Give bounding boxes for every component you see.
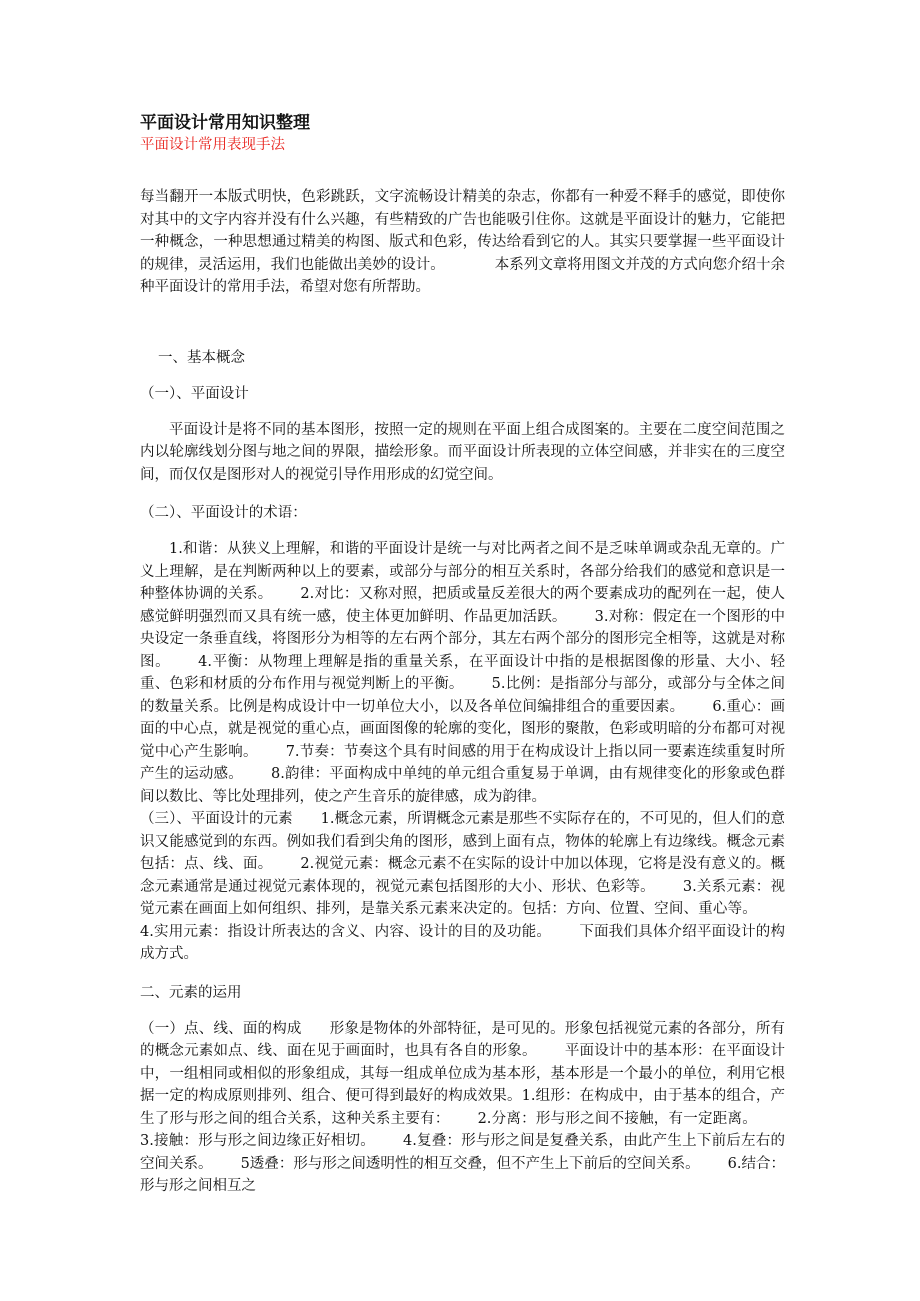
section-2-text: 5透叠：形与形之间透明性的相互交叠，但不产生上下前后的空间关系。	[240, 1155, 700, 1172]
document-page	[140, 112, 785, 1198]
section-2-text: 形象是物体的外部特征，是可见的。形象包括视觉元素的各部分，所有的概念元素如点、线、面在见于画面时，也具有各自的形象。	[140, 1020, 786, 1059]
element-item: 4.实用元素：指设计所表达的含义、内容、设计的目的及功能。	[140, 923, 552, 940]
term-item: 3.对称：假定在一个图形的中央设定一条垂直线，将图形分为相等的左右两个部分，其左右两个部分的图形完全相等，这就是对称图。	[140, 608, 785, 670]
intro-paragraph	[140, 186, 785, 299]
section-1-sub-2-heading: （二）、平面设计的术语：	[140, 505, 307, 521]
section-2-text: 6.结合：形与形之间相互之	[140, 1155, 785, 1194]
term-item: 8.韵律：平面构成中单纯的单元组合重复易于单调，由有规律变化的形象或色群间以数比、等比处理排列，使之产生音乐的旋律感，成为韵律。	[140, 766, 785, 805]
section-2-text: 4.复叠：形与形之间是复叠关系，由此产生上下前后左右的空间关系。	[140, 1133, 785, 1172]
section-1-sub-3-heading: （三）、平面设计的元素	[140, 811, 293, 827]
term-item: 2.对比：又称对照，把质或量反差很大的两个要素成功的配列在一起，使人感觉鲜明强烈而又具有统一感，使主体更加鲜明、作品更加活跃。	[140, 586, 785, 625]
element-item: 下面我们具体介绍平面设计的构成方式。	[140, 923, 785, 962]
term-item: 6.重心：画面的中心点，就是视觉的重心点，画面图像的轮廓的变化，图形的聚散，色彩或明暗的分布都可对视觉中心产生影响。	[140, 698, 785, 760]
elements-paragraph	[140, 808, 785, 966]
intro-text-2: 本系列文章将用图文并茂的方式向您介绍十余种平面设计的常用手法，希望对您有所帮助。	[140, 256, 786, 295]
element-item: 1.概念元素，所谓概念元素是那些不实际存在的，不可见的，但人们的意识又能感觉到的东西。例如我们看到尖角的图形，感到上面有点，物体的轮廓上有边缘线。概念元素包括：点、线、面。	[140, 811, 785, 872]
section-2-heading: 二、元素的运用	[140, 984, 242, 1001]
section-2-paragraph	[140, 1018, 785, 1198]
term-item: 7.节奏：节奏这个具有时间感的用于在构成设计上指以同一要素连续重复时所产生的运动感。	[140, 743, 786, 782]
section-2-text: 1.组形：在构成中，由于基本的组合，产生了形与形之间的组合关系，这种关系主要有：	[140, 1088, 786, 1127]
section-2-text: 3.接触：形与形之间边缘正好相切。	[140, 1133, 375, 1149]
document-subtitle: 平面设计常用表现手法	[140, 137, 285, 153]
section-2-sub-1-heading: （一）点、线、面的构成	[140, 1020, 302, 1037]
section-1-sub-1-body: 平面设计是将不同的基本图形，按照一定的规则在平面上组合成图案的。主要在二度空间范围之内以轮廓线划分图与地之间的界限，描绘形象。而平面设计所表现的立体空间感，并非实在的三度空间，而仅仅是图形对人的视觉引导作用形成的幻觉空间。	[140, 421, 785, 483]
term-item: 4.平衡：从物理上理解是指的重量关系，在平面设计中指的是根据图像的形量、大小、轻重、色彩和材质的分布作用与视觉判断上的平衡。	[140, 653, 786, 692]
element-item: 2.视觉元素：概念元素不在实际的设计中加以体现，它将是没有意义的。概念元素通常是通过视觉元素体现的，视觉元素包括图形的大小、形状、色彩等。	[140, 856, 785, 895]
document-title: 平面设计常用知识整理	[140, 113, 310, 133]
terms-paragraph	[140, 538, 785, 808]
term-item: 5.比例：是指部分与部分，或部分与全体之间的数量关系。比例是构成设计中一切单位大小，以及各单位间编排组合的重要因素。	[140, 676, 786, 715]
section-2-text: 2.分离：形与形之间不接触，有一定距离。	[477, 1110, 757, 1127]
section-1-sub-1-heading: （一）、平面设计	[140, 385, 249, 402]
term-item: 1.和谐：从狭义上理解，和谐的平面设计是统一与对比两者之间不是乏味单调或杂乱无章的。广义上理解，是在判断两种以上的要素，或部分与部分的相互关系时，各部分给我们的感觉和意识是一种整体协调的关系。	[140, 541, 785, 602]
section-2-text: 平面设计中的基本形：在平面设计中，一组相同或相似的形象组成，其每一组成单位成为基本形，基本形是一个最小的单位，利用它根据一定的构成原则排列、组合、便可得到最好的构成效果。	[140, 1043, 785, 1104]
element-item: 3.关系元素：视觉元素在画面上如何组织、排列，是靠关系元素来决定的。包括：方向、位置、空间、重心等。	[140, 878, 785, 917]
intro-text-1: 每当翻开一本版式明快，色彩跳跃，文字流畅设计精美的杂志，你都有一种爱不释手的感觉，即使你对其中的文字内容并没有什么兴趣，有些精致的广告也能吸引住你。这就是平面设计的魅力，它能把一种概念，一种思想通过精美的构图、版式和色彩，传达给看到它的人。其实只要掌握一些平面设计的规律，灵活运用，我们也能做出美妙的设计。	[140, 189, 785, 273]
section-1-heading: 一、基本概念	[158, 349, 245, 366]
